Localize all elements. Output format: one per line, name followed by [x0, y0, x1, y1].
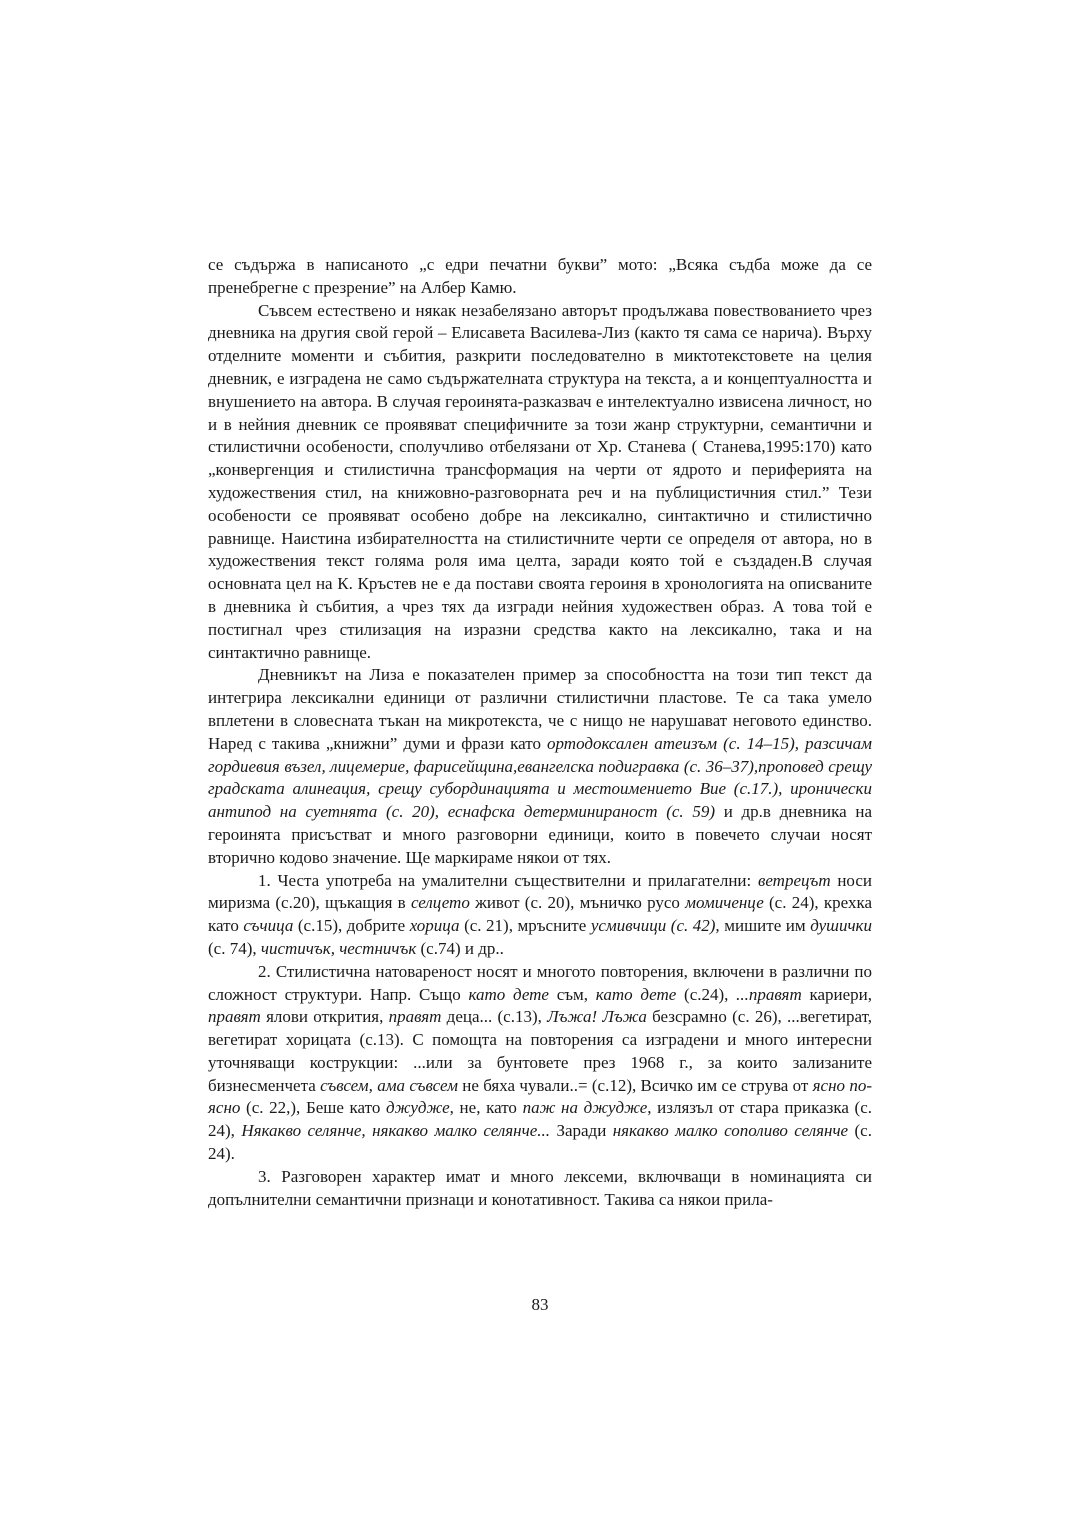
text-segment: и др.в дневника на героинята присъстват и много разговорни единици, които в повечето случаи носят вторично кодово значение. Ще маркираме някои от тях. [208, 802, 873, 867]
text-segment: деца... (с.13), [441, 1007, 548, 1027]
italic-text-segment: чистичък, честничък [260, 938, 417, 958]
italic-text-segment: ...правят [736, 984, 802, 1004]
page-number: 83 [531, 1295, 549, 1314]
italic-text-segment: усмивчици (с. 42), [590, 916, 720, 936]
italic-text-segment: правят [388, 1007, 442, 1027]
italic-text-segment: Лъжа! Лъжа [547, 1007, 647, 1027]
text-segment: (с.15), добрите [293, 916, 410, 936]
italic-text-segment: съвсем, ама съвсем [320, 1075, 458, 1095]
italic-text-segment: съчица [243, 916, 294, 936]
paragraph [208, 664, 872, 869]
text-segment: не бяха чували..= (с.12), Всичко им се струва от [457, 1075, 813, 1095]
italic-text-segment: ортодоксален атеизъм (с. 14–15), разсичам гордиевия възел, лицемерие, фарисейщина,евангелска подигравка (с. 36–37),проповед срещу градската алинеация, срещу субординацията и местоимението Вие (с.17.), иронически антипод на суетнята (с. 20), еснафска детерминираност (с. 59) [208, 733, 872, 822]
italic-text-segment: ясно по-ясно [208, 1075, 872, 1118]
italic-text-segment: като дете [468, 984, 549, 1004]
text-segment: се съдържа в написаното „с едри печатни букви” мото: „Всяка съдба може да се пренебрегне с презрение” на Албер Камю. [208, 255, 872, 297]
paragraph [208, 1166, 872, 1212]
italic-text-segment: душички [810, 916, 873, 936]
paragraph [208, 254, 872, 300]
text-segment: Заради [550, 1121, 613, 1141]
text-segment: (с. 22,), Беше като [240, 1098, 386, 1118]
text-segment: (с. 24), крехка като [208, 893, 873, 936]
italic-text-segment: хорица [409, 916, 460, 936]
text-segment: мишите им [719, 916, 811, 936]
italic-text-segment: ветрецът [757, 870, 831, 890]
text-segment: (с. 24). [208, 1121, 872, 1164]
paragraph [208, 961, 872, 1166]
italic-text-segment: паж на джудже [522, 1098, 648, 1118]
text-segment: носи миризма (с.20), щъкащия в [208, 870, 872, 913]
text-segment: 2. Стилистична натовареност носят и многото повторения, включени в различни по сложност структури. Напр. Също [208, 961, 872, 1004]
text-segment: безсрамно (с. 26), ...вегетират, вегетират хорицата (с.13). С помощта на повторения са изградени и много интересни уточняващи кострукции: ...или за бунтовете през 1968 г., за които зализаните бизнесменчета [208, 1007, 872, 1095]
text-segment: съм, [548, 984, 596, 1004]
italic-text-segment: Някакво селянче, някакво малко селянче... [241, 1121, 551, 1141]
paragraph [208, 300, 872, 665]
text-segment: живот (с. 20), мъничко русо [469, 893, 686, 913]
italic-text-segment: правят [208, 1007, 261, 1027]
text-segment: Дневникът на Лиза е показателен пример за способността на този тип текст да интегрира лексикални единици от различни стилистични пластове. Те са така умело вплетени в словесната тъкан на микротекста, че с нищо не нарушават неговото единство. Наред с такива „книжни” думи и фрази като [208, 665, 872, 753]
text-segment: , не, като [449, 1098, 523, 1118]
paragraph [208, 870, 872, 961]
text-segment: , излязъл от стара приказка (с. 24), [208, 1098, 872, 1141]
text-segment: (с.74) и др.. [416, 938, 504, 958]
text-segment: 1. Честа употреба на умалителни съществителни и прилагателни: [258, 870, 758, 890]
italic-text-segment: като дете [595, 984, 677, 1004]
italic-text-segment: джудже [386, 1098, 450, 1118]
text-segment: 3. Разговорен характер имат и много лексеми, включващи в номинацията си допълнителни семантични признаци и конотативност. Такива са някои прила- [208, 1166, 872, 1209]
text-segment: (с.24), [676, 984, 737, 1004]
italic-text-segment: момиченце [685, 893, 764, 913]
italic-text-segment: някакво малко сополиво селянче [612, 1121, 849, 1141]
body-text [208, 254, 872, 1211]
text-segment: ялови открития, [260, 1007, 389, 1027]
italic-text-segment: селцето [410, 893, 470, 913]
text-segment: (с. 21), мръсните [459, 916, 591, 936]
text-segment: Съвсем естествено и някак незабелязано авторът продължава повествованието чрез дневника на другия свой герой – Елисавета Василева-Лиз (както тя сама се нарича). Върху отделните моменти и събития, разкрити последователно в миктотекстовете на целия дневник, е изградена не само съдържателната структура на текста, а и концептуалността и внушението на автора. В случая героинята-разказвач е интелектуално извисена личност, но и в нейния дневник се проявяват специфичните за този жанр структурни, семантични и стилистични особености, сполучливо отбелязани от Хр. Станева ( Станева,1995:170) като „конвергенция и стилистична трансформация на черти от ядрото и периферията на художествения стил, на книжовно-разговорната реч и на публицистичния стил.” Тези особености се проявяват особено добре на лексикално, синтактично и стилистично равнище. Наистина избирателността на стилистичните черти се определя от автора, но в художествения текст голяма роля има целта, заради която той е създаден.В случая основната цел на К. Кръстев не е да постави своята героиня в хронологията на описваните в дневника ѝ събития, а чрез тях да изгради нейния художествен образ. А това той е постигнал чрез стилизация на изразни средства както на лексикално, така и на синтактично равнище. [208, 300, 872, 662]
text-segment: кариери, [801, 984, 873, 1004]
text-segment: (с. 74), [208, 938, 261, 958]
